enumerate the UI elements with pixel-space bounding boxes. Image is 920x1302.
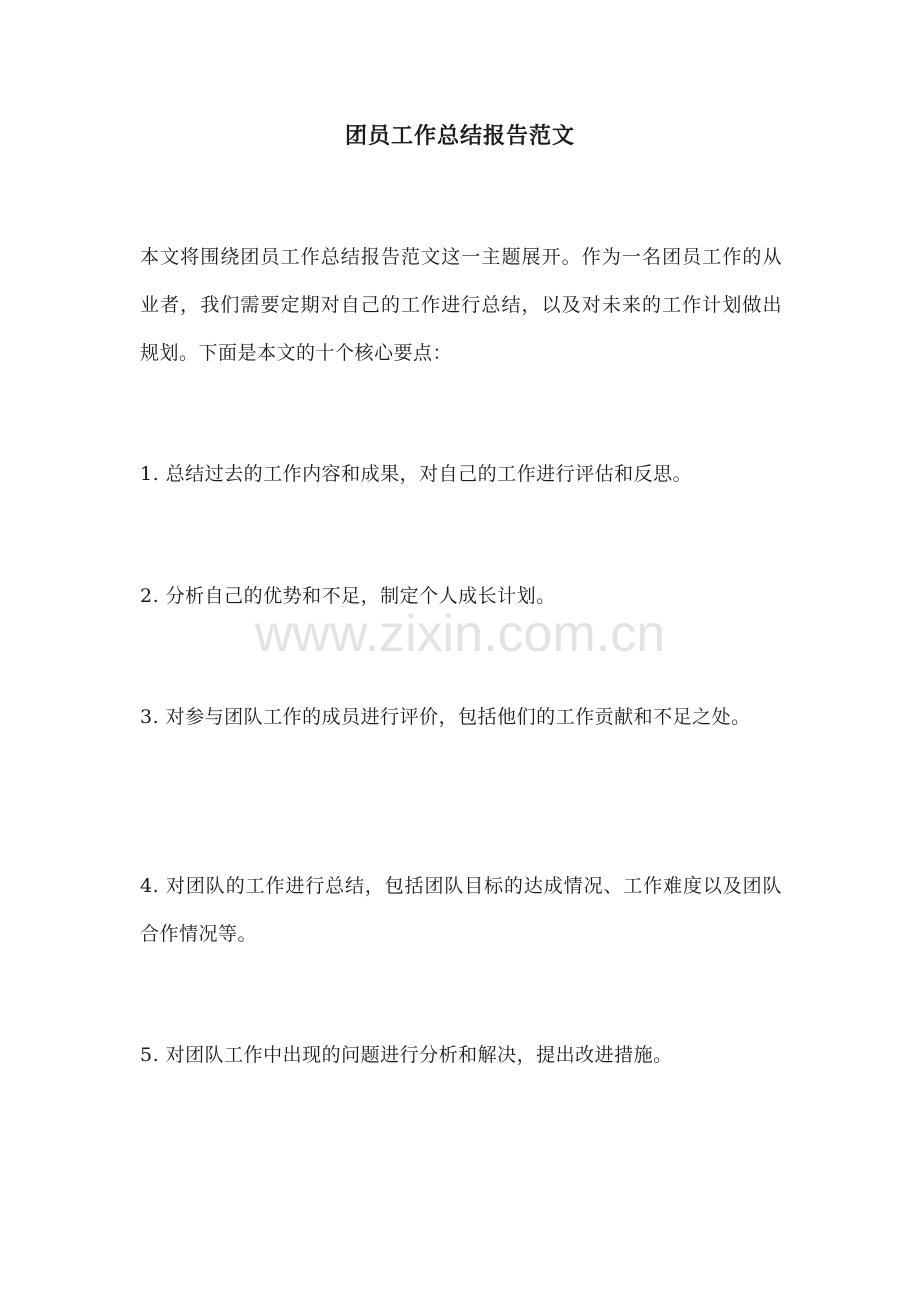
watermark: www.zixin.com.cn bbox=[254, 605, 666, 663]
point-item-4: 4. 对团队的工作进行总结，包括团队目标的达成情况、工作难度以及团队合作情况等。 bbox=[140, 875, 782, 945]
point-item-2: 2. 分析自己的优势和不足，制定个人成长计划。 bbox=[140, 585, 556, 607]
point-item-1: 1. 总结过去的工作内容和成果，对自己的工作进行评估和反思。 bbox=[140, 463, 693, 485]
intro-paragraph: 本文将围绕团员工作总结报告范文这一主题展开。作为一名团员工作的从业者，我们需要定期对自己的工作进行总结，以及对未来的工作计划做出规划。下面是本文的十个核心要点： bbox=[140, 246, 782, 364]
document-title: 团员工作总结报告范文 bbox=[344, 123, 575, 149]
point-item-5: 5. 对团队工作中出现的问题进行分析和解决，提出改进措施。 bbox=[140, 1044, 673, 1066]
point-item-3: 3. 对参与团队工作的成员进行评价，包括他们的工作贡献和不足之处。 bbox=[140, 706, 751, 728]
